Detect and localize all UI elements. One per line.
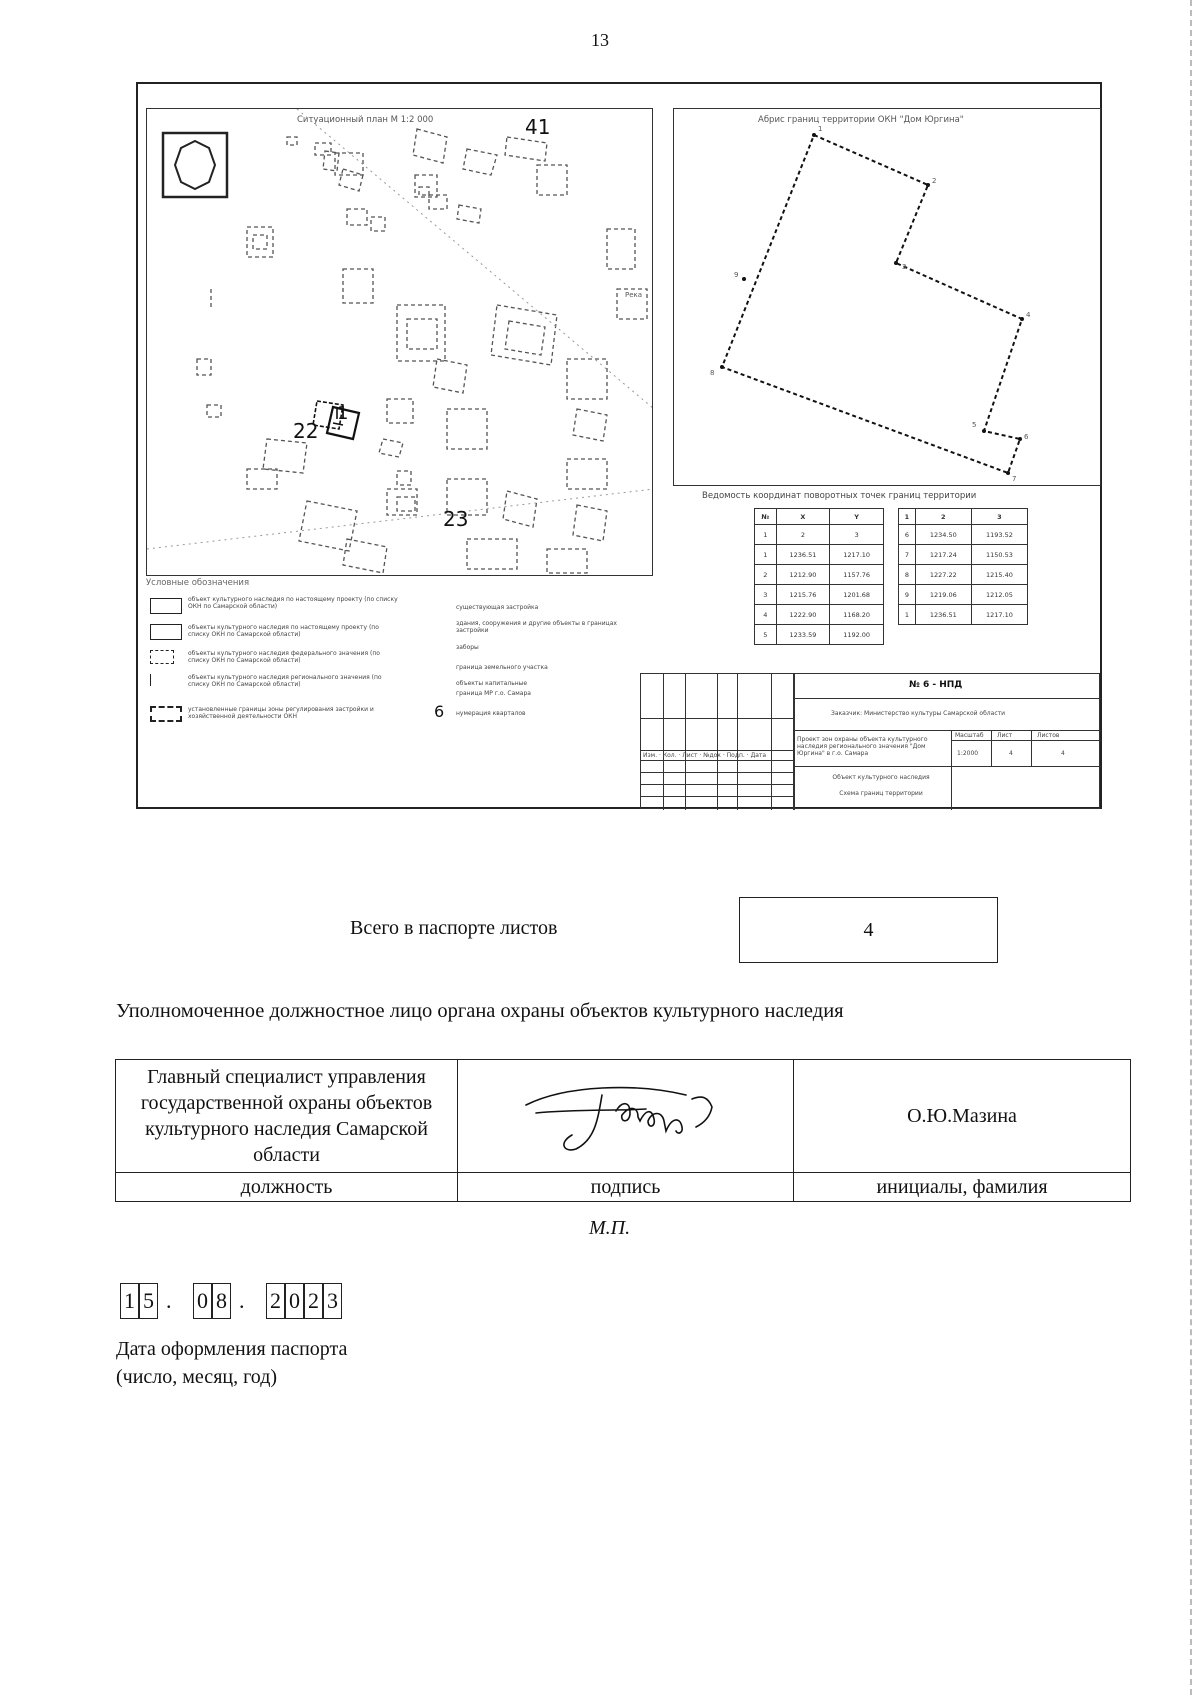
date-digit: 2 <box>304 1283 323 1319</box>
legend-title: Условные обозначения <box>146 578 250 588</box>
legend-item: граница МР г.о. Самара <box>456 690 531 697</box>
table-row: 2 1212.90 1157.76 <box>755 565 884 585</box>
legend-symbol <box>150 624 182 640</box>
date-label: Дата оформления паспорта <box>116 1338 348 1360</box>
document-code: № 6 - НПД <box>909 680 963 690</box>
table-row: 6 1234.50 1193.52 <box>899 525 1028 545</box>
date-separator: . <box>166 1288 172 1313</box>
legend-item: заборы <box>456 644 479 651</box>
legend-item: граница земельного участка <box>456 664 548 671</box>
total-sheets-value: 4 <box>739 897 998 963</box>
drawing-sheet <box>136 82 1102 809</box>
coords-index: 2 <box>776 525 830 545</box>
boundary-point-label: 2 <box>932 177 937 185</box>
table-row: 8 1227.22 1215.40 <box>899 565 1028 585</box>
coordinates-table-left <box>754 508 884 645</box>
coords-index: 3 <box>971 509 1027 525</box>
stamp-sheet-head: Лист <box>997 732 1013 739</box>
table-row: 1 1236.51 1217.10 <box>899 605 1028 625</box>
coordinates-table-right <box>898 508 1028 625</box>
signature-cell <box>458 1060 794 1173</box>
table-row: 4 1222.90 1168.20 <box>755 605 884 625</box>
total-sheets-label: Всего в паспорте листов <box>350 917 558 939</box>
name-caption: инициалы, фамилия <box>794 1173 1131 1202</box>
legend-item: объекты культурного наследия регионального значения (по списку ОКН по Самарской области) <box>188 674 382 688</box>
stamp-sheets-head: Листов <box>1037 732 1060 739</box>
boundary-point-label: 5 <box>972 421 977 429</box>
coords-head: № <box>755 509 777 525</box>
date-digit: 8 <box>212 1283 231 1319</box>
signature-caption: подпись <box>458 1173 794 1202</box>
stamp-sheet-subtitle: Схема границ территории <box>839 790 923 797</box>
table-row: 3 1215.76 1201.68 <box>755 585 884 605</box>
coordinates-caption: Ведомость координат поворотных точек границ территории <box>702 491 977 501</box>
table-row: 7 1217.24 1150.53 <box>899 545 1028 565</box>
boundary-point-label: 7 <box>1012 475 1017 483</box>
coords-index: 3 <box>830 525 884 545</box>
legend-item: установленные границы зоны регулирования застройки и хозяйственной деятельности ОКН <box>188 706 374 720</box>
page-edge-line <box>1190 0 1192 1695</box>
coords-index: 1 <box>899 509 916 525</box>
stamp-sheets: 4 <box>1061 750 1065 757</box>
legend-item: объект культурного наследия по настоящему проекту (по списку ОКН по Самарской области) <box>188 596 398 610</box>
boundary-point-label: 6 <box>1024 433 1029 441</box>
situational-plan <box>146 108 653 576</box>
legend-item: объекты культурного наследия по настоящему проекту (по списку ОКН по Самарской области) <box>188 624 379 638</box>
date-digit: 3 <box>323 1283 342 1319</box>
boundary-point-label: 3 <box>902 263 907 271</box>
boundary-point-label: 8 <box>710 369 715 377</box>
stamp-roles: Изм. · Кол. · Лист · №док · Подп. · Дата <box>643 752 767 759</box>
legend-symbol <box>150 706 182 722</box>
legend-quarter-number: 6 <box>434 702 445 721</box>
legend-item: нумерация кварталов <box>456 710 526 717</box>
boundary-point-label: 1 <box>818 125 823 133</box>
table-row: 1 1236.51 1217.10 <box>755 545 884 565</box>
date-digit: 1 <box>120 1283 139 1319</box>
stamp-scale-head: Масштаб <box>955 732 984 739</box>
authorized-person-heading: Уполномоченное должностное лицо органа охраны объектов культурного наследия <box>116 1000 844 1022</box>
quarter-label-41: 41 <box>525 115 551 139</box>
date-digit: 0 <box>285 1283 304 1319</box>
date-digit: 5 <box>139 1283 158 1319</box>
seal-mark: М.П. <box>589 1217 631 1239</box>
signature-table <box>115 1059 1131 1202</box>
handwritten-signature <box>506 1065 746 1161</box>
boundary-point-label: 4 <box>1026 311 1031 319</box>
position-caption: должность <box>116 1173 458 1202</box>
table-row: 9 1219.06 1212.05 <box>899 585 1028 605</box>
legend-item: здания, сооружения и другие объекты в границах застройки <box>456 620 617 634</box>
boundary-outline <box>674 109 1102 487</box>
boundary-point-label: 9 <box>734 271 739 279</box>
legend-symbol <box>150 674 151 686</box>
coords-head: Y <box>830 509 884 525</box>
legend-item: существующая застройка <box>456 604 539 611</box>
legend-item: объекты культурного наследия федерального значения (по списку ОКН по Самарской области) <box>188 650 380 664</box>
coords-index: 2 <box>915 509 971 525</box>
stamp-customer: Заказчик: Министерство культуры Самарской области <box>831 710 1006 717</box>
date-separator: . <box>239 1288 245 1313</box>
date-digit: 0 <box>193 1283 212 1319</box>
legend-symbol <box>150 650 174 664</box>
name-cell: О.Ю.Мазина <box>794 1060 1131 1173</box>
date-label-hint: (число, месяц, год) <box>116 1366 278 1388</box>
object-label-1: 1 <box>337 403 349 424</box>
situational-plan-caption: Ситуационный план М 1:2 000 <box>297 115 434 125</box>
stamp-project: Проект зон охраны объекта культурного наследия регионального значения "Дом Юргина" в г.о. Самара <box>797 736 928 757</box>
coords-head: X <box>776 509 830 525</box>
stamp-scale: 1:2000 <box>957 750 979 757</box>
stamp-sheet-title: Объект культурного наследия <box>832 774 930 781</box>
page-number: 13 <box>591 30 609 50</box>
table-row: 5 1233.59 1192.00 <box>755 625 884 645</box>
title-block <box>640 673 1100 809</box>
north-arrow-icon <box>163 133 227 197</box>
date-digit: 2 <box>266 1283 285 1319</box>
quarter-label-22: 22 <box>293 419 319 443</box>
legend-symbol <box>150 598 182 614</box>
boundary-abris-caption: Абрис границ территории ОКН "Дом Юргина" <box>758 115 964 125</box>
coords-index: 1 <box>755 525 777 545</box>
position-cell: Главный специалист управления государственной охраны объектов культурного наследия Самарской области <box>116 1060 458 1173</box>
situational-plan-map <box>147 109 653 576</box>
boundary-abris <box>673 108 1101 486</box>
quarter-label-23: 23 <box>443 507 469 531</box>
river-label: Река <box>625 291 643 299</box>
stamp-sheet: 4 <box>1009 750 1013 757</box>
legend-item: объекты капитальные <box>456 680 528 687</box>
